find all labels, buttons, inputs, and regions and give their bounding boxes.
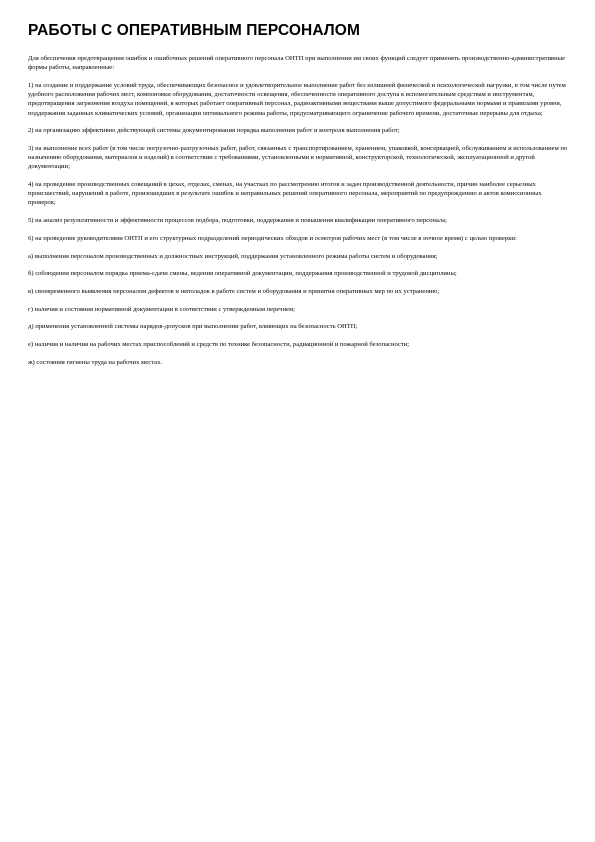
sub-item-b: б) соблюдения персоналом порядка приема-сдачи смены, ведения оперативной документации, поддержания производственной и трудовой дисциплины; (28, 270, 457, 278)
list-item-4: 4) на проведение производственных совещаний в цехах, отделах, сменах, на участках по рассмотрению итогов и задач производственной деятельности, причин наиболее серьезных происшествий, нарушений в работе, произошедших в результате ошибок и неправильных решений оперативного персонала, мероприятий по предупреждению и актов комиссионных проверок; (28, 181, 542, 207)
list-item-3: 3) на выполнение всех работ (в том числе погрузочно-разгрузочных работ, работ, связанных с транспортированием, хранением, упаковкой, консервацией, обслуживанием и использованием по назначению оборудования, материалов и изделий) в соответствии с требованиями, установленными в нормативной, конструкторской, технологической, эксплуатационной и другой документации; (28, 144, 568, 171)
list-item-5: 5) на анализ результативности и эффективности процессов подбора, подготовки, поддержания и повышения квалификации оперативного персонала; (28, 217, 447, 225)
list-item-6: 6) на проведение руководителями ОНТП и его структурных подразделений периодических обходов и осмотров рабочих мест (в том числе в ночное время) с целью проверки: (28, 234, 517, 242)
list-item-2: 2) на организацию эффективно действующей системы документирования порядка выполнения работ и контроля выполнения работ; (28, 127, 400, 135)
document-page (28, 22, 568, 375)
list-item-1: 1) на создание и поддержание условий труда, обеспечивающих безопасное и удовлетворительное выполнение работ без излишней физической и психологической нагрузки, в том числе путем удобного расположения рабочих мест, компоновки оборудования, достаточности освещения, обеспеченности оперативного доступа к вспомогательным средствам и инструментам, предотвращения загрязнения воздуха помещений, в которых работает оперативный персонал, радиоактивными веществами выше допустимого федеральными нормами и правилами уровня, поддержания заданных климатических условий, организации оптимального режима работы, предусматривающего ограничение рабочего времени, достаточные перерывы для отдыха; (28, 81, 566, 117)
sub-item-zh: ж) состояния гигиены труда на рабочих местах. (28, 358, 163, 366)
sub-item-a: а) выполнения персоналом производственных и должностных инструкций, поддержания установленного режима работы систем и оборудования; (28, 252, 438, 260)
sub-item-v: в) своевременного выявления персоналом дефектов и неполадок в работе систем и оборудования и принятия оперативных мер по их устранению; (28, 287, 440, 295)
intro-paragraph: Для обеспечения предотвращения ошибок и ошибочных решений оперативного персонала ОНТП при выполнении им своих функций следует применять производственно-административные формы работы, направленные: (28, 55, 566, 72)
document-body (28, 54, 568, 367)
sub-item-e: е) наличия и наличия на рабочих местах приспособлений и средств по технике безопасности, радиационной и пожарной безопасности; (28, 341, 410, 349)
sub-item-g: г) наличия и состояния нормативной документации в соответствии с утвержденным перечнем; (28, 305, 295, 313)
document-title: РАБОТЫ С ОПЕРАТИВНЫМ ПЕРСОНАЛОМ (28, 22, 360, 39)
sub-item-d: д) применения установленной системы нарядов-допусков при выполнении работ, влияющих на безопасность ОНТП; (28, 323, 358, 331)
